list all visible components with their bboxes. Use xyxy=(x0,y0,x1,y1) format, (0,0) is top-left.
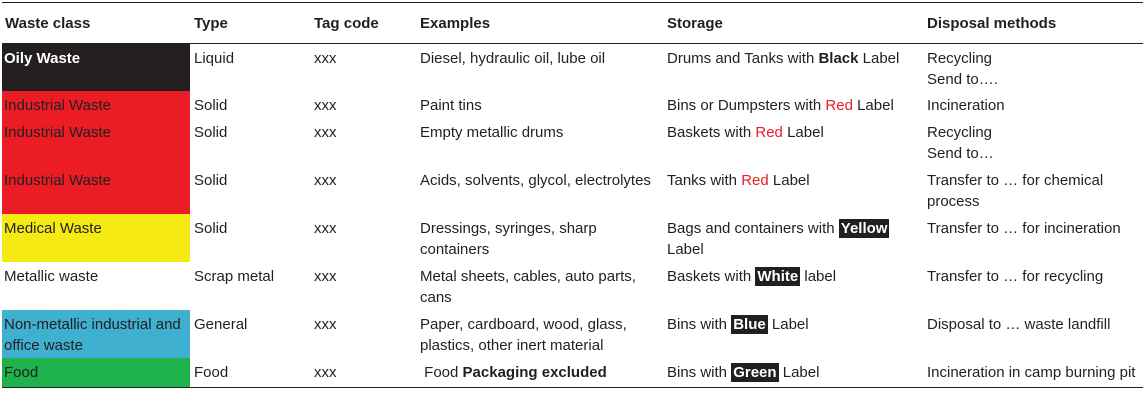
storage-cell xyxy=(663,44,923,91)
storage-text: Tanks with xyxy=(667,171,742,189)
storage-text-suffix: Label xyxy=(858,50,900,67)
tag-code-cell: xxx xyxy=(314,219,337,237)
storage-cell xyxy=(663,118,923,166)
table-row xyxy=(2,310,1143,358)
storage-cell xyxy=(663,358,923,388)
tag-code-cell: xxx xyxy=(314,171,337,189)
storage-cell xyxy=(663,310,923,358)
waste-class-cell: Industrial Waste xyxy=(2,118,190,166)
header-examples: Examples xyxy=(416,3,663,44)
storage-text-suffix: Label xyxy=(778,363,820,381)
waste-class-cell: Industrial Waste xyxy=(2,166,190,214)
disposal-cell xyxy=(923,118,1143,166)
type-cell: Solid xyxy=(194,123,228,141)
header-type: Type xyxy=(190,3,310,44)
examples-cell xyxy=(416,358,663,388)
disposal-line: Transfer to … for chemical process xyxy=(927,171,1104,210)
type-cell: General xyxy=(194,315,248,333)
storage-cell xyxy=(663,166,923,214)
storage-cell xyxy=(663,262,923,310)
examples-cell: Paper, cardboard, wood, glass, plastics, other inert material xyxy=(420,315,627,354)
waste-class-cell: Non-metallic industrial and office waste xyxy=(2,310,190,358)
storage-text-suffix: label xyxy=(800,267,837,285)
storage-text-suffix: Label xyxy=(768,171,810,189)
disposal-cell xyxy=(923,91,1143,118)
examples-cell: Diesel, hydraulic oil, lube oil xyxy=(420,50,606,67)
disposal-cell xyxy=(923,310,1143,358)
tag-code-cell: xxx xyxy=(314,267,337,285)
disposal-line: Send to…. xyxy=(927,71,998,88)
waste-class-cell: Industrial Waste xyxy=(2,91,190,118)
type-cell: Solid xyxy=(194,171,228,189)
header-storage: Storage xyxy=(663,3,923,44)
examples-cell: Dressings, syringes, sharp containers xyxy=(420,219,597,258)
disposal-line: Send to… xyxy=(927,144,994,162)
disposal-line: Incineration xyxy=(927,96,1005,114)
disposal-cell xyxy=(923,214,1143,262)
tag-code-cell: xxx xyxy=(314,50,337,67)
storage-text-suffix: Label xyxy=(767,315,809,333)
waste-class-cell: Metallic waste xyxy=(4,267,99,285)
table-row xyxy=(2,358,1143,388)
table-row xyxy=(2,262,1143,310)
storage-text: Drums and Tanks with xyxy=(667,50,819,67)
storage-label-white: White xyxy=(757,267,799,285)
disposal-cell xyxy=(923,358,1143,388)
table-body xyxy=(2,44,1143,388)
type-cell: Scrap metal xyxy=(194,267,275,285)
examples-cell: Acids, solvents, glycol, electrolytes xyxy=(420,171,651,189)
table-row xyxy=(2,214,1143,262)
waste-classification-table xyxy=(2,2,1143,388)
waste-table-figure xyxy=(0,2,1145,408)
waste-class-cell: Oily Waste xyxy=(2,44,190,91)
storage-text-suffix: Label xyxy=(852,96,894,114)
examples-cell: Metal sheets, cables, auto parts, cans xyxy=(420,267,636,306)
type-cell: Solid xyxy=(194,219,228,237)
tag-code-cell: xxx xyxy=(314,96,337,114)
table-row xyxy=(2,118,1143,166)
tag-code-cell: xxx xyxy=(314,123,337,141)
storage-cell xyxy=(663,91,923,118)
storage-text-suffix: Label xyxy=(782,123,824,141)
storage-text: Baskets with xyxy=(667,123,756,141)
header-row xyxy=(2,3,1143,44)
storage-text-suffix: Label xyxy=(667,240,704,258)
storage-label-blue: Blue xyxy=(733,315,766,333)
tag-code-cell: xxx xyxy=(310,358,416,388)
type-cell: Food xyxy=(190,358,310,388)
examples-cell: Paint tins xyxy=(420,96,482,114)
disposal-cell xyxy=(923,262,1143,310)
disposal-cell xyxy=(923,44,1143,91)
storage-label-red: Red xyxy=(741,171,769,189)
storage-label-black: Black xyxy=(818,50,859,67)
disposal-line: Transfer to … for recycling xyxy=(927,267,1104,285)
storage-label-green: Green xyxy=(733,363,777,381)
disposal-cell xyxy=(923,166,1143,214)
disposal-line: Disposal to … waste landfill xyxy=(927,315,1111,333)
disposal-line: Recycling xyxy=(927,123,993,141)
storage-text: Bags and containers with xyxy=(667,219,839,237)
storage-text: Baskets with xyxy=(667,267,756,285)
header-tag-code: Tag code xyxy=(310,3,416,44)
disposal-line: Incineration in camp burning pit xyxy=(927,363,1136,381)
storage-text: Bins or Dumpsters with xyxy=(667,96,826,114)
storage-text: Bins with xyxy=(667,315,732,333)
waste-class-cell: Medical Waste xyxy=(2,214,190,262)
storage-cell xyxy=(663,214,923,262)
storage-label-yellow: Yellow xyxy=(840,219,888,237)
examples-text: Food xyxy=(424,363,463,381)
table-row xyxy=(2,166,1143,214)
storage-label-red: Red xyxy=(755,123,783,141)
storage-text: Bins with xyxy=(667,363,732,381)
type-cell: Solid xyxy=(194,96,228,114)
examples-bold-text: Packaging excluded xyxy=(462,363,607,381)
type-cell: Liquid xyxy=(194,50,235,67)
header-waste-class: Waste class xyxy=(2,3,190,44)
storage-label-red: Red xyxy=(825,96,853,114)
disposal-line: Recycling xyxy=(927,50,993,67)
header-disposal-methods: Disposal methods xyxy=(923,3,1143,44)
table-header xyxy=(2,3,1143,44)
disposal-line: Transfer to … for incineration xyxy=(927,219,1121,237)
waste-class-cell: Food xyxy=(2,358,190,388)
table-row xyxy=(2,91,1143,118)
table-row xyxy=(2,44,1143,91)
tag-code-cell: xxx xyxy=(314,315,337,333)
examples-cell: Empty metallic drums xyxy=(420,123,564,141)
